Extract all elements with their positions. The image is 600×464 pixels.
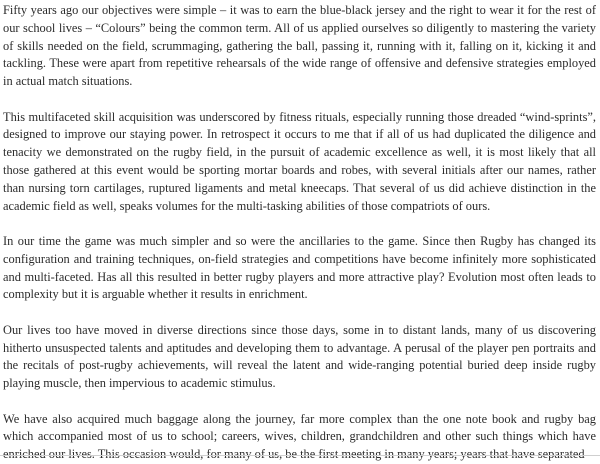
paragraph-2: This multifaceted skill acquisition was underscored by fitness rituals, especially running those dreaded “wind-sprints”, designed to improve our staying power. In retrospect it occurs to me that if all of us had duplicated the diligence and tenacity we demonstrated on the rugby field, in the pursuit of academic excellence as well, it is most likely that all those gathered at this event would be sporting mortar boards and robes, with several initials after our names, rather than nursing torn cartilages, ruptured ligaments and metal kneecaps. That several of us did achieve distinction in the academic field as well, speaks volumes for the multi-tasking abilities of those compatriots of ours. (3, 109, 596, 213)
paragraph-1: Fifty years ago our objectives were simple – it was to earn the blue-black jersey and the right to wear it for the rest of our school lives – “Colours” being the common term. All of us applied ourselves so diligently to mastering the variety of skills needed on the field, scrummaging, gathering the ball, passing it, running with it, falling on it, kicking it and tackling. These were apart from repetitive rehearsals of the wide range of offensive and defensive strategies employed in actual match situations. (3, 3, 596, 89)
page-bottom-divider (0, 455, 600, 456)
paragraph-4: Our lives too have moved in diverse directions since those days, some in to distant lands, many of us discovering hitherto unsuspected talents and aptitudes and developing them to advantage. A perusal of the player pen portraits and the recitals of post-rugby achievements, will reveal the latent and wide-ranging potential buried deep inside rugby playing muscle, then impervious to academic stimulus. (3, 322, 596, 391)
paragraph-3: In our time the game was much simpler and so were the ancillaries to the game. Since then Rugby has changed its configuration and training techniques, on-field strategies and competitions have become infinitely more sophisticated and multi-faceted. Has all this resulted in better rugby players and more attractive play? Evolution most often leads to complexity but it is arguable whether it results in enrichment. (3, 233, 596, 302)
document-page (3, 2, 596, 464)
paragraph-5: We have also acquired much baggage along the journey, far more complex than the one note book and rugby bag which accompanied most of us to school; careers, wives, children, grandchildren and other such things which have (3, 411, 596, 444)
